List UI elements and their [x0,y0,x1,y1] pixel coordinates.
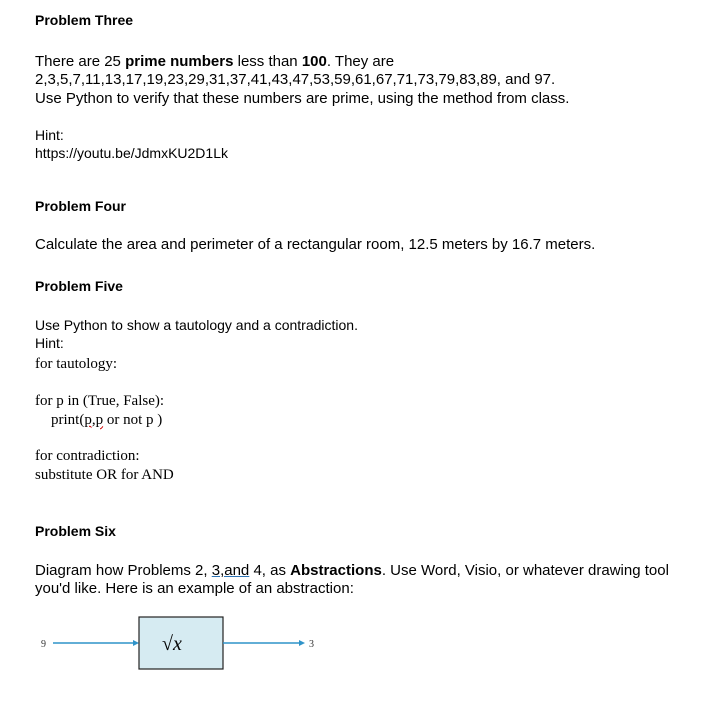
diagram-output-arrowhead [299,640,305,646]
problem-five-text: Use Python to show a tautology and a contradiction. [35,317,358,333]
intro-text-3: . They are [326,53,395,70]
contradiction-text: substitute OR for AND [35,467,174,483]
code-line-1: for p in (True, False): [35,393,165,409]
code-line-2 [51,412,162,429]
tautology-label: for tautology: [35,356,118,372]
six-text-3and: 3,and [211,562,250,579]
problem-three-intro [35,53,394,71]
problem-four-heading: Problem Four [35,198,127,214]
hint-url-link[interactable]: https://youtu.be/JdmxKU2D1Lk [35,145,228,161]
problem-five-heading: Problem Five [35,278,123,294]
problem-three-heading: Problem Three [35,12,134,28]
diagram-output-label: 3 [309,639,314,650]
abstractions-bold: Abstractions [290,562,382,579]
problem-three-hint-label: Hint: [35,127,64,143]
abstraction-diagram [35,612,335,676]
problem-three-task: Use Python to verify that these numbers are prime, using the method from class. [35,90,570,107]
code-pp: p,p [84,412,104,428]
hundred-bold: 100 [301,53,327,70]
six-text-3: . Use Word, Visio, or whatever drawing tool [381,562,669,579]
six-text-2: 4, as [249,562,291,579]
problem-four-text: Calculate the area and perimeter of a rectangular room, 12.5 meters by 16.7 meters. [35,236,596,253]
code-or-not: or not p ) [103,412,163,428]
diagram-input-arrowhead [133,640,139,646]
problem-six-line-2: you'd like. Here is an example of an abstraction: [35,580,354,597]
problem-six-line-1 [35,562,669,580]
problem-five-hint-label: Hint: [35,335,64,351]
prime-numbers-bold: prime numbers [125,53,234,70]
code-print: print( [51,412,85,428]
problem-six-heading: Problem Six [35,523,116,539]
prime-list: 2,3,5,7,11,13,17,19,23,29,31,37,41,43,47,53,59,61,67,71,73,79,83,89, and 97. [35,71,556,88]
intro-text-1: There are 25 [35,53,126,70]
six-text-1: Diagram how Problems 2, [35,562,212,579]
diagram-input-label: 9 [41,639,46,650]
diagram-function-label: √x [162,633,182,655]
contradiction-label: for contradiction: [35,448,140,464]
intro-text-2: less than [233,53,302,70]
